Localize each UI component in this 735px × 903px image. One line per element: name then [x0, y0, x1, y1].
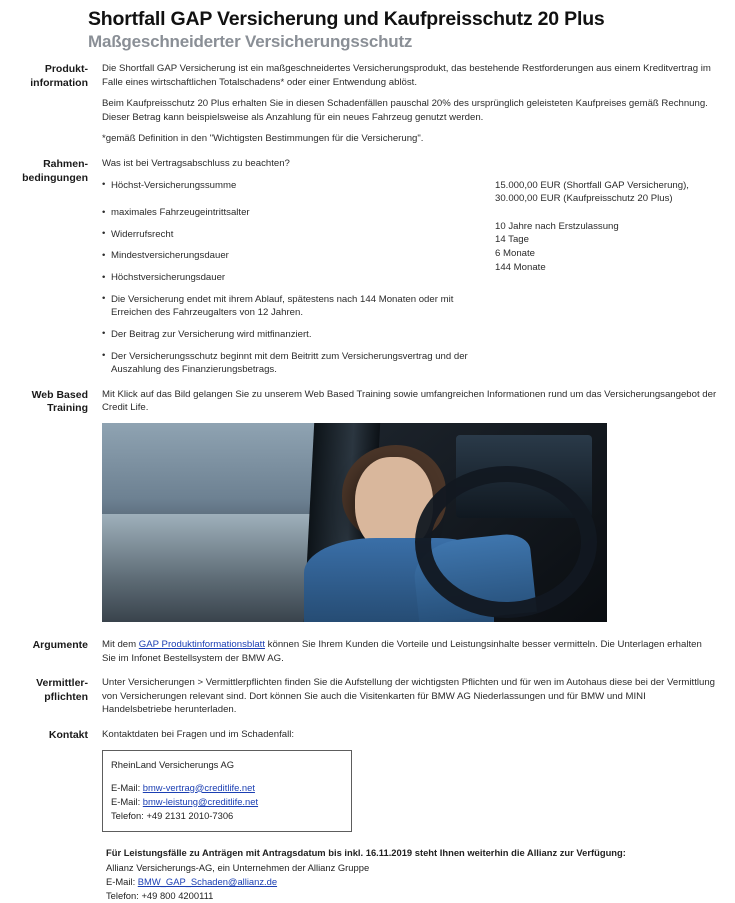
contact-phone-value: +49 2131 2010-7306	[146, 809, 234, 821]
terms-values	[495, 179, 717, 377]
label-line-1: Argumente	[32, 638, 88, 651]
label-line-2: information	[30, 76, 88, 89]
arguments-text-before: Mit dem	[102, 638, 139, 650]
terms-grid	[102, 179, 717, 377]
value-item: 10 Jahre nach Erstzulassung	[495, 220, 619, 232]
product-info-paragraph-1: Die Shortfall GAP Versicherung ist ein maßgeschneidertes Versicherungsprodukt, das bestehende Restforderungen aus einem Kreditvertrag im Falle eines wirtschaftlichen Totalschadens* oder einer Entwendung ablöst.	[102, 62, 711, 88]
section-body-produktinformation	[88, 62, 717, 146]
arguments-text-after: können Sie Ihrem Kunden die Vorteile und Leistungsinhalte besser vermitteln. Die Unterlagen erhalten Sie im Infonet Bestellsystem der BMW AG.	[102, 638, 702, 664]
footer-phone-row	[106, 889, 717, 903]
value-item: 30.000,00 EUR (Kaufpreisschutz 20 Plus)	[495, 193, 673, 205]
label-line-1: Vermittler-	[36, 677, 88, 690]
label-line-2: bedingungen	[22, 171, 88, 184]
section-label-produktinformation	[14, 62, 88, 90]
contact-email-link-1[interactable]: bmw-vertrag@creditlife.net	[142, 781, 255, 793]
list-item: • Höchstversicherungsdauer	[102, 271, 489, 285]
contact-email-link-2[interactable]: bmw-leistung@creditlife.net	[142, 795, 259, 807]
footer-email-link[interactable]: BMW_GAP_Schaden@allianz.de	[137, 876, 278, 888]
contact-email-row-1	[111, 781, 343, 795]
label-line-1: Kontakt	[48, 728, 88, 741]
section-body-kontakt	[88, 728, 717, 832]
section-argumente	[0, 638, 735, 665]
footer-email-label: E-Mail:	[106, 876, 138, 888]
section-label-argumente	[14, 638, 88, 653]
footer-phone-label: Telefon:	[106, 890, 142, 902]
product-info-footnote: *gemäß Definition in den "Wichtigsten Bestimmungen für die Versicherung".	[102, 133, 424, 145]
contact-phone-row	[111, 809, 343, 823]
section-label-vermittlerpflichten	[14, 676, 88, 704]
label-line-1: Rahmen-	[43, 158, 88, 171]
list-item: • Widerrufsrecht	[102, 228, 489, 242]
terms-intro: Was ist bei Vertragsabschluss zu beachten?	[102, 158, 290, 170]
page-subtitle: Maßgeschneiderter Versicherungsschutz	[88, 32, 413, 52]
section-body-rahmenbedingungen	[88, 157, 717, 377]
list-item: • Die Versicherung endet mit ihrem Ablauf, spätestens nach 144 Monaten oder mit Erreichen des Fahrzeugalters von 12 Jahren.	[102, 293, 489, 320]
value-spacer	[495, 206, 717, 220]
list-item: • Mindestversicherungsdauer	[102, 249, 489, 263]
photo-road	[102, 514, 324, 621]
value-item: 14 Tage	[495, 234, 529, 246]
section-web-based-training	[0, 388, 735, 622]
section-body-argumente	[88, 638, 717, 665]
gap-produktinformationsblatt-link[interactable]: GAP Produktinformationsblatt	[138, 638, 266, 650]
section-rahmenbedingungen	[0, 157, 735, 377]
value-item: 6 Monate	[495, 248, 536, 260]
contact-email-row-2	[111, 795, 343, 809]
section-produktinformation	[0, 62, 735, 146]
footer-phone-value: +49 800 4200111	[141, 890, 214, 902]
footer-bold-line: Für Leistungsfälle zu Anträgen mit Antragsdatum bis inkl. 16.11.2019 steht Ihnen weiterhin die Allianz zur Verfügung:	[106, 847, 626, 859]
contact-email-label-2: E-Mail:	[111, 795, 143, 807]
title-block	[0, 0, 735, 52]
terms-list	[102, 179, 495, 377]
section-body-vermittlerpflichten	[88, 676, 717, 717]
product-info-paragraph-2: Beim Kaufpreisschutz 20 Plus erhalten Sie in diesen Schadenfällen pauschal 20% des ursprünglich geleisteten Kaufpreises gemäß Rechnung. Dieser Betrag kann beispielsweise als Anzahlung für ein neues Fahrzeug genutzt werden.	[102, 98, 708, 123]
contact-intro: Kontaktdaten bei Fragen und im Schadenfall:	[102, 728, 295, 740]
broker-duties-paragraph: Unter Versicherungen > Vermittlerpflichten finden Sie die Aufstellung der wichtigsten Pflichten und für wen im Autohaus diese bei der Vermittlung von Versicherungen relevant sind. Dort können Sie auch die Visitenkarten für BMW AG Niederlassungen und für BMW und MINI Handelsbetriebe herunterladen.	[102, 677, 716, 716]
contact-company: RheinLand Versicherungs AG	[111, 758, 234, 770]
section-label-web-based-training	[14, 388, 88, 416]
list-item: • maximales Fahrzeugeintrittsalter	[102, 206, 489, 220]
section-label-rahmenbedingungen	[14, 157, 88, 185]
list-item: • Höchst-Versicherungssumme	[102, 179, 489, 193]
contact-box	[102, 750, 352, 832]
list-item: • Der Beitrag zur Versicherung wird mitfinanziert.	[102, 328, 489, 342]
section-vermittlerpflichten	[0, 676, 735, 717]
photo-steering-wheel	[415, 466, 597, 618]
section-kontakt	[0, 728, 735, 832]
footer-note	[0, 846, 735, 903]
wbt-image-link[interactable]	[102, 423, 607, 622]
section-body-web-based-training	[88, 388, 717, 622]
footer-line-2: Allianz Versicherungs-AG, ein Unternehmen der Allianz Gruppe	[106, 862, 370, 874]
value-item: 15.000,00 EUR (Shortfall GAP Versicherung),	[495, 179, 689, 191]
wbt-text: Mit Klick auf das Bild gelangen Sie zu unserem Web Based Training sowie umfangreichen Informationen rund um das Versicherungsangebot der Credit Life.	[102, 388, 717, 414]
contact-phone-label: Telefon:	[111, 809, 147, 821]
arguments-paragraph	[102, 638, 717, 665]
label-line-1: Web Based	[31, 388, 88, 401]
value-item: 144 Monate	[495, 261, 546, 273]
page-title: Shortfall GAP Versicherung und Kaufpreisschutz 20 Plus	[88, 8, 605, 30]
list-item: • Der Versicherungsschutz beginnt mit dem Beitritt zum Versicherungsvertrag und der Auszahlung des Finanzierungsbetrags.	[102, 350, 489, 377]
label-line-2: pflichten	[44, 690, 88, 703]
label-line-2: Training	[47, 402, 88, 415]
section-label-kontakt	[14, 728, 88, 743]
label-line-1: Produkt-	[44, 62, 88, 75]
contact-email-label-1: E-Mail:	[111, 781, 143, 793]
footer-email-row	[106, 875, 717, 889]
